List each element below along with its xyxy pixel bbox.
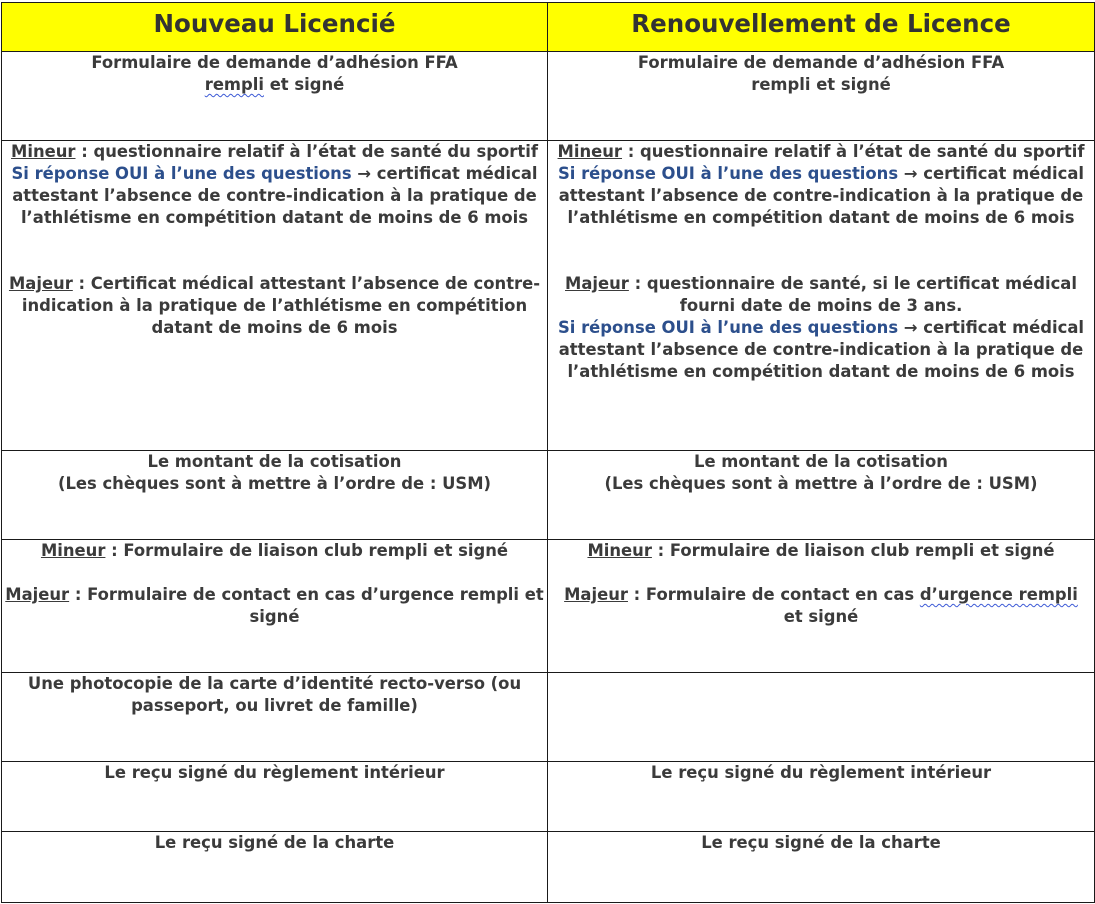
renewal-major-line1 [550, 273, 1092, 295]
renewal-if-yes-line [550, 163, 1092, 185]
renewal-liaison-major-label: Majeur [564, 585, 628, 604]
renewal-cert-line3: l’athlétisme en compétition datant de moins de 6 mois [567, 208, 1075, 227]
new-id-line2: passeport, ou livret de famille) [131, 696, 418, 715]
new-major-line2: indication à la pratique de l’athlétisme en compétition [21, 296, 528, 315]
header-new-member: Nouveau Licencié [2, 3, 548, 52]
new-liaison-major-line2: signé [249, 607, 300, 626]
renewal-major-label: Majeur [565, 274, 629, 293]
row-charter [2, 832, 1095, 903]
form-line2-word: rempli [204, 75, 264, 94]
row-fee [2, 451, 1095, 540]
cell-new-liaison [2, 540, 548, 673]
row-medical [2, 141, 1095, 451]
cell-new-charter: Le reçu signé de la charte [2, 832, 548, 903]
cell-renewal-charter: Le reçu signé de la charte [548, 832, 1095, 903]
new-arrow-text: → certificat médical [351, 164, 538, 183]
renewal-arrow-text-2: → certificat médical [898, 318, 1085, 337]
cell-renewal-id-copy-empty [548, 673, 1095, 762]
new-liaison-major-label: Majeur [5, 585, 70, 604]
renewal-major-text1: : questionnaire de santé, si le certificat médical [628, 274, 1077, 293]
new-liaison-minor-label: Mineur [40, 541, 106, 560]
new-id-line1: Une photocopie de la carte d’identité recto-verso (ou [27, 674, 522, 693]
new-major-line1 [4, 273, 545, 295]
spacer [4, 562, 545, 584]
cell-new-fee [2, 451, 548, 540]
new-cert-line2: attestant l’absence de contre-indication à la pratique de [12, 186, 537, 205]
form-line1: Formulaire de demande d’adhésion FFA [91, 53, 458, 72]
renewal-liaison-minor-label: Mineur [587, 541, 652, 560]
new-fee-line2: (Les chèques sont à mettre à l’ordre de : USM) [57, 474, 492, 493]
new-if-yes-line [4, 163, 545, 185]
spacer [550, 229, 1092, 273]
renewal-if-yes: Si réponse OUI à l’une des questions [557, 164, 899, 183]
cell-renewal-medical [548, 141, 1095, 451]
row-id-copy [2, 673, 1095, 762]
cell-renewal-liaison [548, 540, 1095, 673]
requirements-table [1, 2, 1095, 903]
renewal-cert2-line3: l’athlétisme en compétition datant de moins de 6 mois [567, 362, 1075, 381]
cell-new-membership-form [2, 52, 548, 141]
new-minor-label: Mineur [11, 142, 76, 161]
renewal-form-line2: rempli et signé [751, 75, 891, 94]
new-liaison-minor-text: : Formulaire de liaison club rempli et signé [105, 541, 509, 560]
renewal-arrow-text: → certificat médical [898, 164, 1085, 183]
form-line2 [4, 74, 545, 96]
renewal-liaison-major-squig: d’urgence rempli [919, 585, 1078, 604]
spacer [4, 229, 545, 273]
header-row [2, 3, 1095, 52]
cell-new-id-copy [2, 673, 548, 762]
row-liaison [2, 540, 1095, 673]
renewal-liaison-major-pre: : Formulaire de contact en cas [627, 585, 920, 604]
new-minor-line [4, 141, 545, 163]
new-liaison-minor [4, 540, 545, 562]
cell-new-rules: Le reçu signé du règlement intérieur [2, 762, 548, 832]
renewal-minor-line [550, 141, 1092, 163]
row-membership-form [2, 52, 1095, 141]
renewal-liaison-minor [550, 540, 1092, 562]
renewal-liaison-major-line2: et signé [783, 607, 859, 626]
form-line2-rest: et signé [263, 75, 345, 94]
renewal-liaison-major [550, 584, 1092, 606]
new-cert-line3: l’athlétisme en compétition datant de moins de 6 mois [20, 208, 529, 227]
renewal-if-yes-line2 [550, 317, 1092, 339]
cell-renewal-fee [548, 451, 1095, 540]
renewal-fee-line1: Le montant de la cotisation [694, 452, 948, 471]
new-fee-line1: Le montant de la cotisation [147, 452, 402, 471]
new-liaison-major [4, 584, 545, 606]
new-liaison-major-text: : Formulaire de contact en cas d’urgence rempli et [69, 585, 544, 604]
renewal-minor-label: Mineur [557, 142, 623, 161]
renewal-liaison-minor-text: : Formulaire de liaison club rempli et signé [651, 541, 1055, 560]
renewal-if-yes-2: Si réponse OUI à l’une des questions [557, 318, 899, 337]
renewal-form-line1: Formulaire de demande d’adhésion FFA [637, 53, 1005, 72]
renewal-cert2-line2: attestant l’absence de contre-indication à la pratique de [558, 340, 1084, 359]
new-major-line3: datant de moins de 6 mois [151, 318, 398, 337]
new-major-text1: : Certificat médical attestant l’absence de contre- [72, 274, 541, 293]
spacer [550, 562, 1092, 584]
renewal-major-line2: fourni date de moins de 3 ans. [679, 296, 963, 315]
header-renewal: Renouvellement de Licence [548, 3, 1095, 52]
renewal-fee-line2: (Les chèques sont à mettre à l’ordre de : USM) [604, 474, 1038, 493]
cell-renewal-rules: Le reçu signé du règlement intérieur [548, 762, 1095, 832]
cell-renewal-membership-form [548, 52, 1095, 141]
new-if-yes: Si réponse OUI à l’une des questions [11, 164, 352, 183]
renewal-cert-line2: attestant l’absence de contre-indication à la pratique de [558, 186, 1084, 205]
row-rules [2, 762, 1095, 832]
new-minor-text: : questionnaire relatif à l’état de santé du sportif [75, 142, 538, 161]
renewal-minor-text: : questionnaire relatif à l’état de santé du sportif [622, 142, 1085, 161]
new-major-label: Majeur [8, 274, 73, 293]
cell-new-medical [2, 141, 548, 451]
